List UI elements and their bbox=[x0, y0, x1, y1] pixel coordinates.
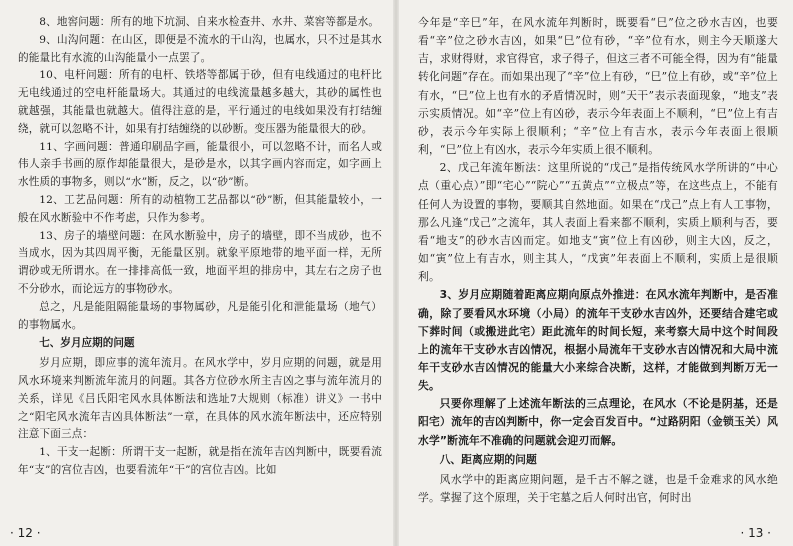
paragraph-item-11: 11、字画问题：普通印刷品字画，能量很小，可以忽略不计，而名人或伟人亲手书画的原作却能量很大，是砂是水，以其字画内容而定，如字画上水性质的事物多，则以“水”断，反之，以“砂”断。 bbox=[18, 140, 382, 189]
section-7-point-2: 2、戊己年流年断法：这里所说的“戊己”是指传统风水学所讲的“中心点（重心点）”即“宅心”“院心”“五黄点”“立极点”等，在这些点上，不能有任何人为设置的事物，要顺其自然地面。如果在“戊己”点上有人工事物，那么凡逢“戊己”之流年，其人表面上看来都不顺利，实质上顺利与否，要看“地支”的砂水吉凶而定。如地支“寅”位上有凶砂，则主大凶，反之，如“寅”位上有吉水，则主其人，“戊寅”年表面上不顺利，实质上是很顺利。 bbox=[418, 161, 778, 284]
section-7-conclusion: 只要你理解了上述流年断法的三点理论，在风水（不论是阴基，还是阳宅）流年的吉凶判断中，你一定会百发百中。“过路阴阳（金锁玉关）风水学”断流年不准确的问题就会迎刃而解。 bbox=[418, 397, 778, 447]
section-7-intro: 岁月应期，即应事的流年流月。在风水学中，岁月应期的问题，就是用风水环境来判断流年流月的问题。其各方位砂水所主吉凶之事与流年流月的关系，详见《吕氏阳宅风水具体断法和选址7大规则（标准）讲义》一书中之“阳宅风水流年吉凶具体断法”一章，在具体的风水流年断法中，还应特别注意下面三点： bbox=[18, 357, 382, 441]
paragraph-item-10: 10、电杆问题：所有的电杆、铁塔等都属于砂，但有电线通过的电杆比无电线通过的空电杆能量场大。其通过的电线流量越多越大，其砂的属性也就越强，其能量也就越大。值得注意的是，平行通过的电线如果没有打结缠绕，就可以忽略不计，如果有打结缠绕的以砂断。变压器为能量很大的砂。 bbox=[18, 69, 382, 135]
section-8-intro: 风水学中的距离应期问题，是千古不解之谜，也是千金难求的风水绝学。掌握了这个原理，关于宅墓之后人何时出官，何时出 bbox=[418, 472, 778, 505]
section-7-point-1: 1、干支一起断：所谓干支一起断，就是指在流年吉凶判断中，既要看流年“支”的宫位吉凶，也要看流年“干”的宫位吉凶。比如 bbox=[18, 446, 382, 476]
section-7-point-3: 3、岁月应期随着距离应期向原点外推进：在风水流年判断中，是否准确，除了要看风水环境（小局）的流年干支砂水吉凶外，还要结合建宅或下葬时间（或搬进此宅）距此流年的时间长短，来考察大局中这个时间段上的流年干支砂水吉凶情况，根据小局流年干支砂水吉凶情况和大局中流年干支砂水吉凶情况的能量大小来综合决断，这样，才能做到判断万无一失。 bbox=[418, 288, 778, 393]
paragraph-item-8: 8、地窖问题：所有的地下坑洞、自来水检查井、水井、菜窖等都是水。 bbox=[39, 16, 380, 28]
page-number-right: · 13 · bbox=[740, 526, 771, 540]
paragraph-item-9: 9、山沟问题：在山区，即便是不流水的干山沟，也属水，只不过是其水的能量比有水流的山沟能量小一点罢了。 bbox=[18, 33, 382, 64]
right-page-body bbox=[418, 14, 778, 507]
section-heading-7: 七、岁月应期的问题 bbox=[39, 337, 135, 350]
section-heading-8: 八、距离应期的问题 bbox=[439, 452, 537, 466]
page-number-left: · 12 · bbox=[10, 526, 41, 540]
right-page bbox=[396, 0, 793, 546]
left-page bbox=[0, 0, 396, 546]
paragraph-summary: 总之，凡是能阻隔能量场的事物属砂，凡是能引化和泄能量场（地气）的事物属水。 bbox=[18, 300, 382, 331]
left-page-body bbox=[18, 14, 382, 480]
paragraph-item-13: 13、房子的墙壁问题：在风水断验中，房子的墙壁，即不当成砂，也不当成水，因为其四周平衡，无能量区别。就象平原地带的地平面一样，无所谓砂或无所谓水。在一排排高低一致，地面平坦的排房中，其左右之房子也不分砂水，而论远方的事物砂水。 bbox=[18, 229, 382, 295]
paragraph-item-12: 12、工艺品问题：所有的动植物工艺品都以“砂”断，但其能量较小，一般在风水断验中不作考虑，只作为参考。 bbox=[18, 193, 382, 224]
continued-paragraph: 今年是“辛巳”年，在风水流年判断时，既要看“巳”位之砂水吉凶，也要看“辛”位之砂水吉凶，如果“巳”位有砂，“辛”位有水，则主今天顺遂大吉，求财得财，求官得官，求子得子，但这三者不可能全得，因为有“能量转化问题”存在。而如果出现了“辛”位上有砂，“巳”位上有砂，或“辛”位上有水，“巳”位上也有水的矛盾情况时，则“天干”表示表面现象，“地支”表示实质情况。如“辛”位上有凶砂，表示今年表面上不顺利，“巳”位上有吉砂，表示今年实际上很顺利；“辛”位上有吉水，表示今年表面上很顺利，“巳”位上有凶水，表示今年实质上很不顺利。 bbox=[418, 16, 778, 157]
